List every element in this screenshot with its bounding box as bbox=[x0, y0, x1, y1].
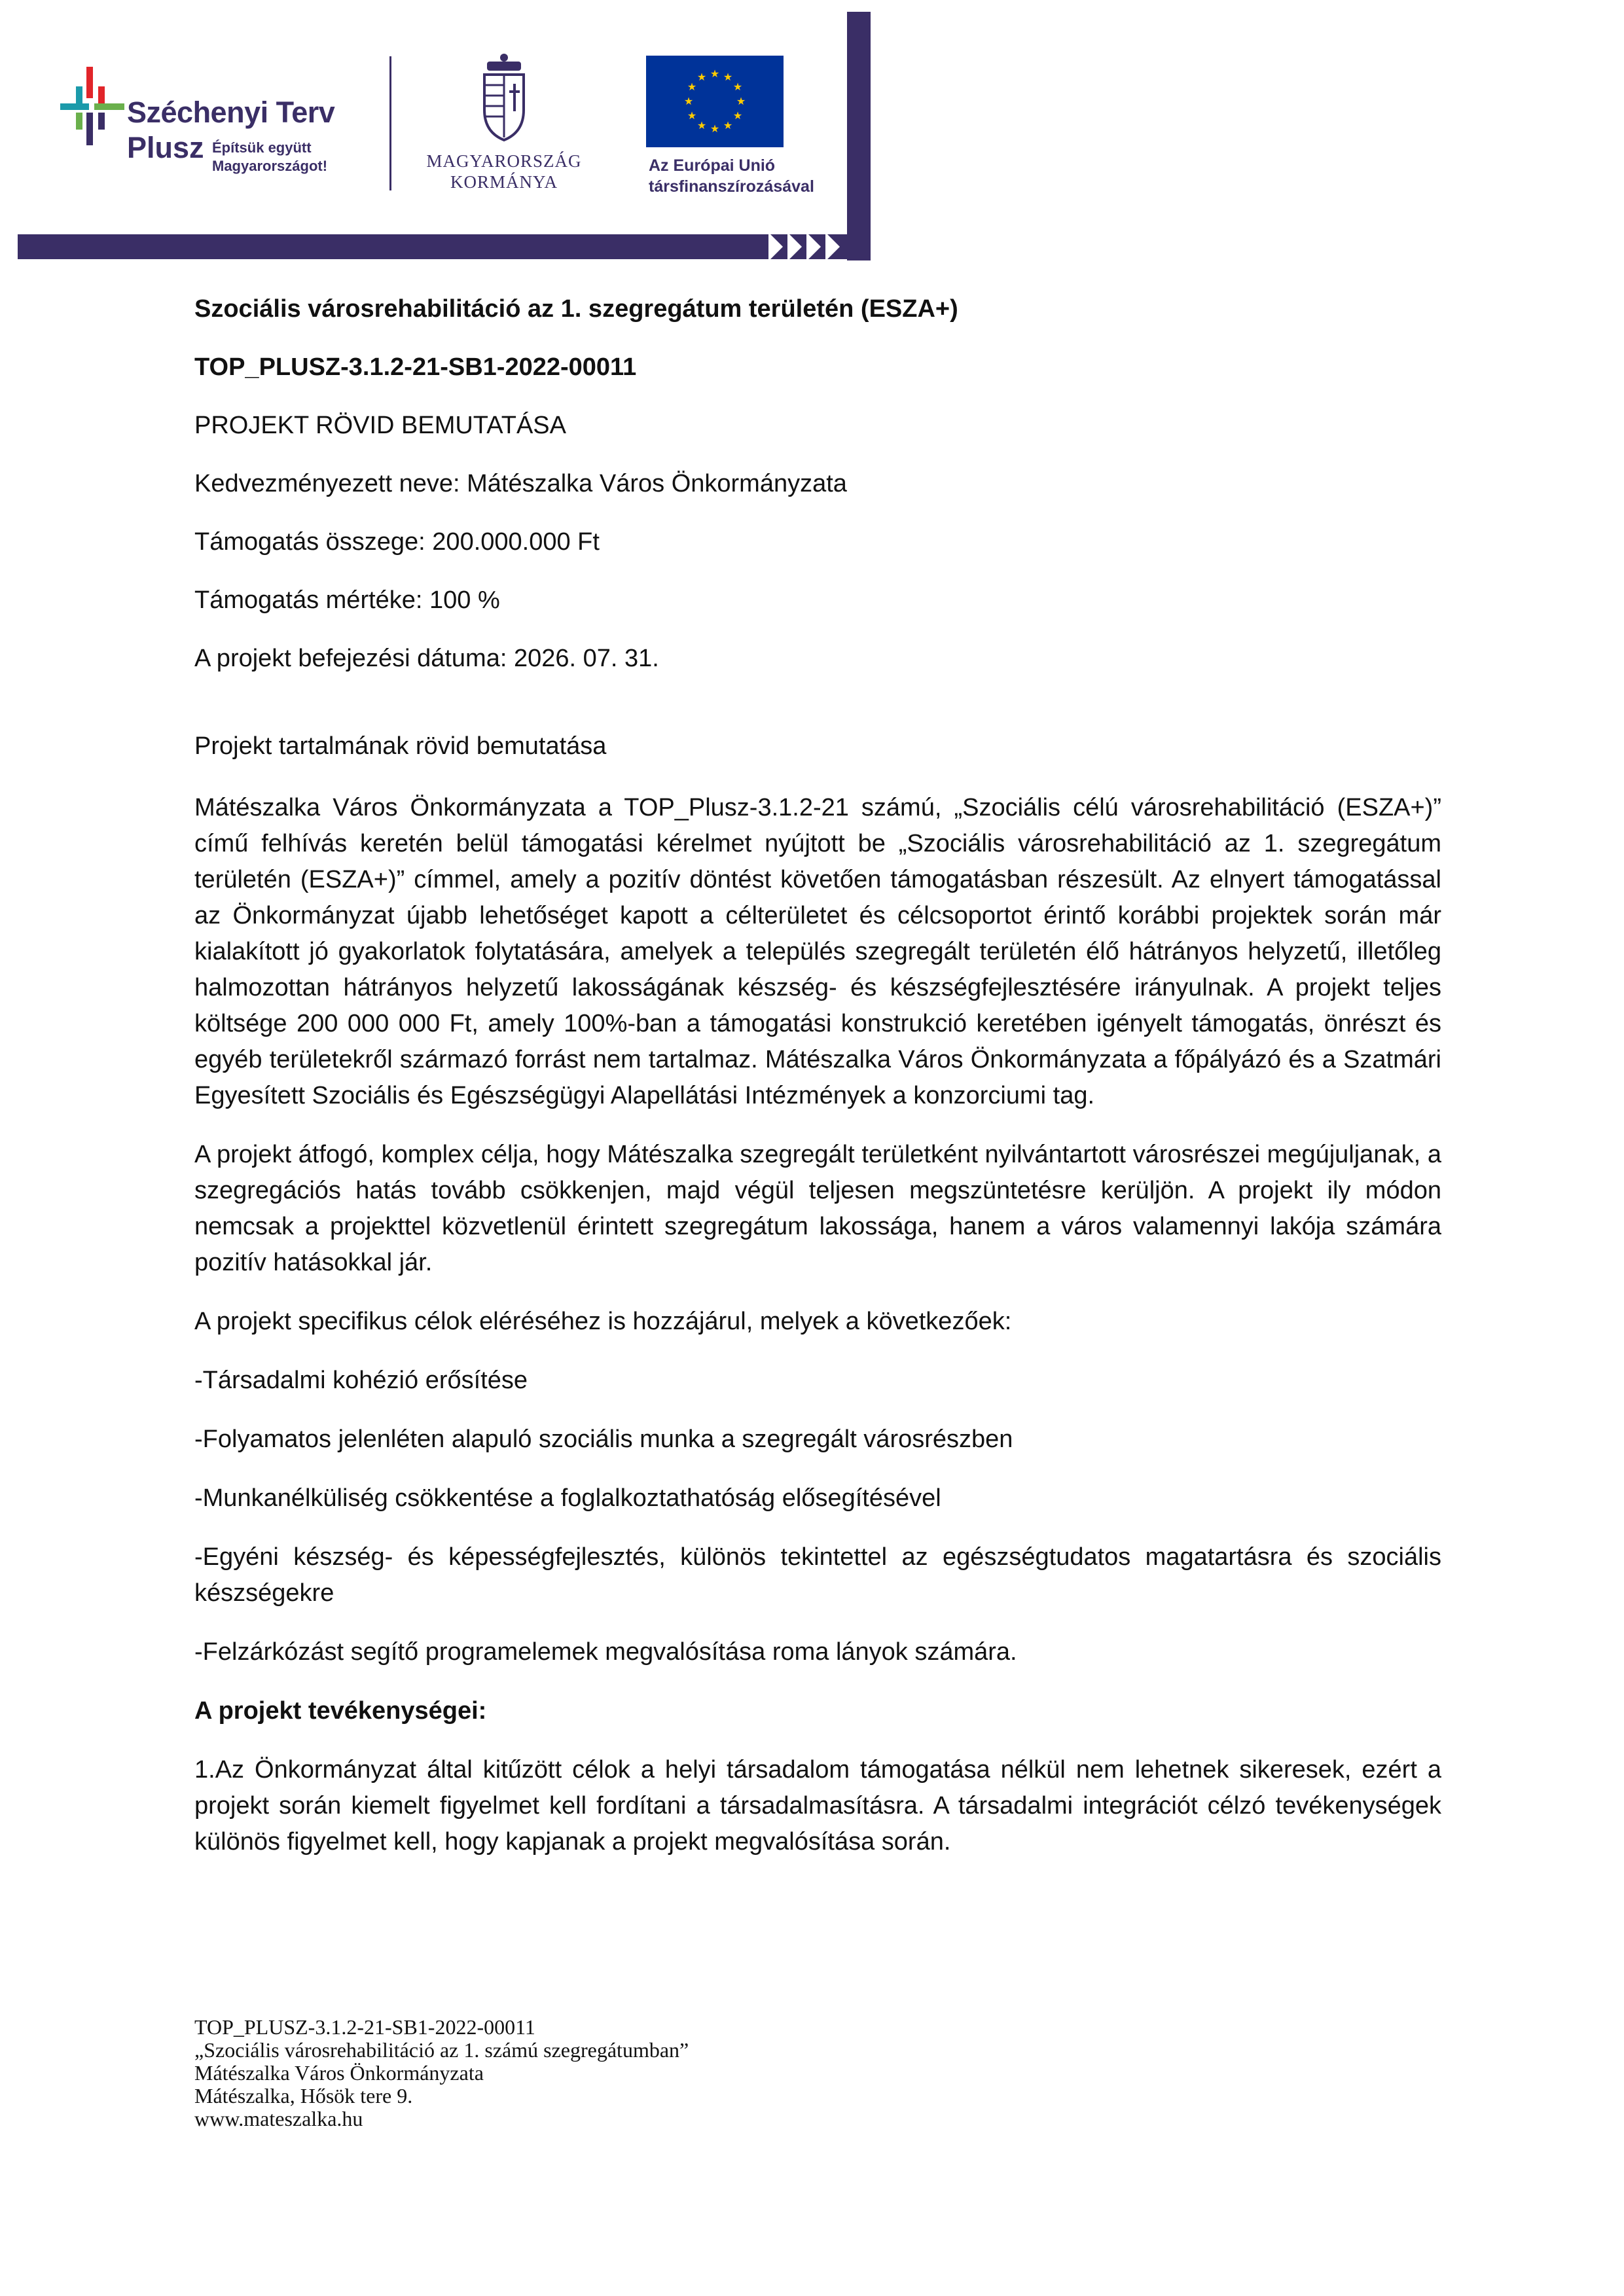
szechenyi-terv-logo bbox=[60, 64, 368, 195]
document-title: Szociális városrehabilitáció az 1. szegregátum területén (ESZA+) bbox=[194, 295, 958, 323]
szechenyi-tagline bbox=[212, 139, 327, 175]
banner-vertical-bar bbox=[847, 12, 871, 260]
footer-website: www.mateszalka.hu bbox=[194, 2107, 363, 2130]
svg-text:★: ★ bbox=[710, 122, 720, 135]
beneficiary-line: Kedvezményezett neve: Mátészalka Város Önkormányzata bbox=[194, 470, 847, 497]
amount-line: Támogatás összege: 200.000.000 Ft bbox=[194, 528, 600, 556]
government-name bbox=[419, 151, 589, 192]
footer-organization: Mátészalka Város Önkormányzata bbox=[194, 2061, 484, 2085]
government-line-1: MAGYARORSZÁG bbox=[426, 151, 582, 171]
svg-text:★: ★ bbox=[687, 81, 697, 93]
goal-item: -Munkanélküliség csökkentése a foglalkoztathatóság elősegítésével bbox=[194, 1484, 941, 1512]
goal-item: -Társadalmi kohézió erősítése bbox=[194, 1367, 528, 1394]
footer-title: „Szociális városrehabilitáció az 1. számú szegregátumban” bbox=[194, 2038, 689, 2062]
szechenyi-cross-icon bbox=[60, 67, 126, 145]
paragraph-3: A projekt specifikus célok eléréséhez is hozzájárul, melyek a következőek: bbox=[194, 1308, 1012, 1335]
paragraph-2: A projekt átfogó, komplex célja, hogy Mátészalka szegregált területként nyilvántartott városrészei megújuljanak, a szegregációs hatás tovább csökkenjen, majd végül teljesen megszüntetésre kerüljön. A projekt ily módon nemcsak a projekttel közvetlenül érintett szegregátum lakossága, hanem a város valamennyi lakója számára pozitív hatásokkal jár. bbox=[194, 1141, 1441, 1276]
government-logo bbox=[419, 52, 589, 203]
chevron-icon bbox=[825, 232, 840, 261]
eu-flag-icon bbox=[646, 56, 784, 147]
eu-logo bbox=[645, 56, 835, 200]
eu-caption bbox=[649, 155, 814, 197]
chevron-icon bbox=[768, 232, 783, 261]
svg-text:★: ★ bbox=[736, 95, 746, 107]
svg-text:★: ★ bbox=[696, 71, 707, 83]
szechenyi-tagline-1: Építsük együtt bbox=[212, 139, 312, 156]
chevron-icon bbox=[787, 232, 802, 261]
szechenyi-title: Széchenyi Terv bbox=[127, 96, 335, 129]
svg-text:★: ★ bbox=[723, 119, 733, 132]
activities-heading: A projekt tevékenységei: bbox=[194, 1697, 487, 1725]
szechenyi-tagline-2: Magyarországot! bbox=[212, 158, 328, 174]
footer-address: Mátészalka, Hősök tere 9. bbox=[194, 2084, 413, 2108]
document-subtitle: PROJEKT RÖVID BEMUTATÁSA bbox=[194, 412, 566, 439]
summary-heading: Projekt tartalmának rövid bemutatása bbox=[194, 732, 607, 760]
goal-item: -Folyamatos jelenléten alapuló szociális munka a szegregált városrészben bbox=[194, 1426, 1013, 1453]
project-code: TOP_PLUSZ-3.1.2-21-SB1-2022-00011 bbox=[194, 353, 637, 381]
svg-text:★: ★ bbox=[683, 95, 694, 107]
eu-line-2: társfinanszírozásával bbox=[649, 177, 814, 196]
eu-line-1: Az Európai Unió bbox=[649, 156, 776, 175]
document-body bbox=[194, 295, 1441, 1860]
svg-text:★: ★ bbox=[732, 81, 743, 93]
government-line-2: KORMÁNYA bbox=[450, 172, 558, 192]
coat-of-arms-icon bbox=[478, 52, 530, 144]
document-footer bbox=[194, 2016, 689, 2130]
svg-text:★: ★ bbox=[723, 71, 733, 83]
svg-text:★: ★ bbox=[710, 67, 720, 80]
banner-bottom-band bbox=[18, 234, 871, 259]
szechenyi-plus: Plusz bbox=[127, 131, 204, 164]
footer-code: TOP_PLUSZ-3.1.2-21-SB1-2022-00011 bbox=[194, 2015, 535, 2039]
goal-item: -Egyéni készség- és képességfejlesztés, különös tekintettel az egészségtudatos magatartásra és szociális készségekre bbox=[194, 1543, 1441, 1607]
logo-divider bbox=[389, 56, 391, 190]
svg-text:★: ★ bbox=[687, 109, 697, 122]
activity-1: 1.Az Önkormányzat által kitűzött célok a helyi társadalom támogatása nélkül nem lehetnek sikeresek, ezért a projekt során kiemelt figyelmet kell fordítani a társadalmasításra. A társadalmi integrációt célzó tevékenységek különös figyelmet kell, hogy kapjanak a projekt megvalósítása során. bbox=[194, 1756, 1441, 1856]
paragraph-1: Mátészalka Város Önkormányzata a TOP_Plusz-3.1.2-21 számú, „Szociális célú városrehabilitáció (ESZA+)” című felhívás keretén belül támogatási kérelmet nyújtott be „Szociális városrehabilitáció az 1. szegregátum területén (ESZA+)” címmel, amely a pozitív döntést követően támogatásban részesült. Az elnyert támogatással az Önkormányzat újabb lehetőséget kapott a célterületet és célcsoportot érintő korábbi projektek során már kialakított jó gyakorlatok folytatására, amelyek a település szegregált területén élő hátrányos helyzetű, illetőleg halmozottan hátrányos helyzetű lakosságának készség- és készségfejlesztésére irányulnak. A projekt teljes költsége 200 000 000 Ft, amely 100%-ban a támogatási konstrukció keretében igényelt támogatás, önrészt és egyéb területekről származó forrást nem tartalmaz. Mátészalka Város Önkormányzata a főpályázó és a Szatmári Egyesített Szociális és Egészségügyi Alapellátási Intézmények a konzorciumi tag. bbox=[194, 794, 1441, 1109]
eu-stars bbox=[646, 56, 784, 147]
rate-line: Támogatás mértéke: 100 % bbox=[194, 586, 500, 614]
chevron-icon bbox=[806, 232, 821, 261]
header-banner bbox=[0, 0, 871, 262]
svg-text:★: ★ bbox=[696, 119, 707, 132]
svg-text:★: ★ bbox=[732, 109, 743, 122]
end-date-line: A projekt befejezési dátuma: 2026. 07. 31. bbox=[194, 645, 659, 672]
goal-item: -Felzárkózást segítő programelemek megvalósítása roma lányok számára. bbox=[194, 1638, 1017, 1666]
